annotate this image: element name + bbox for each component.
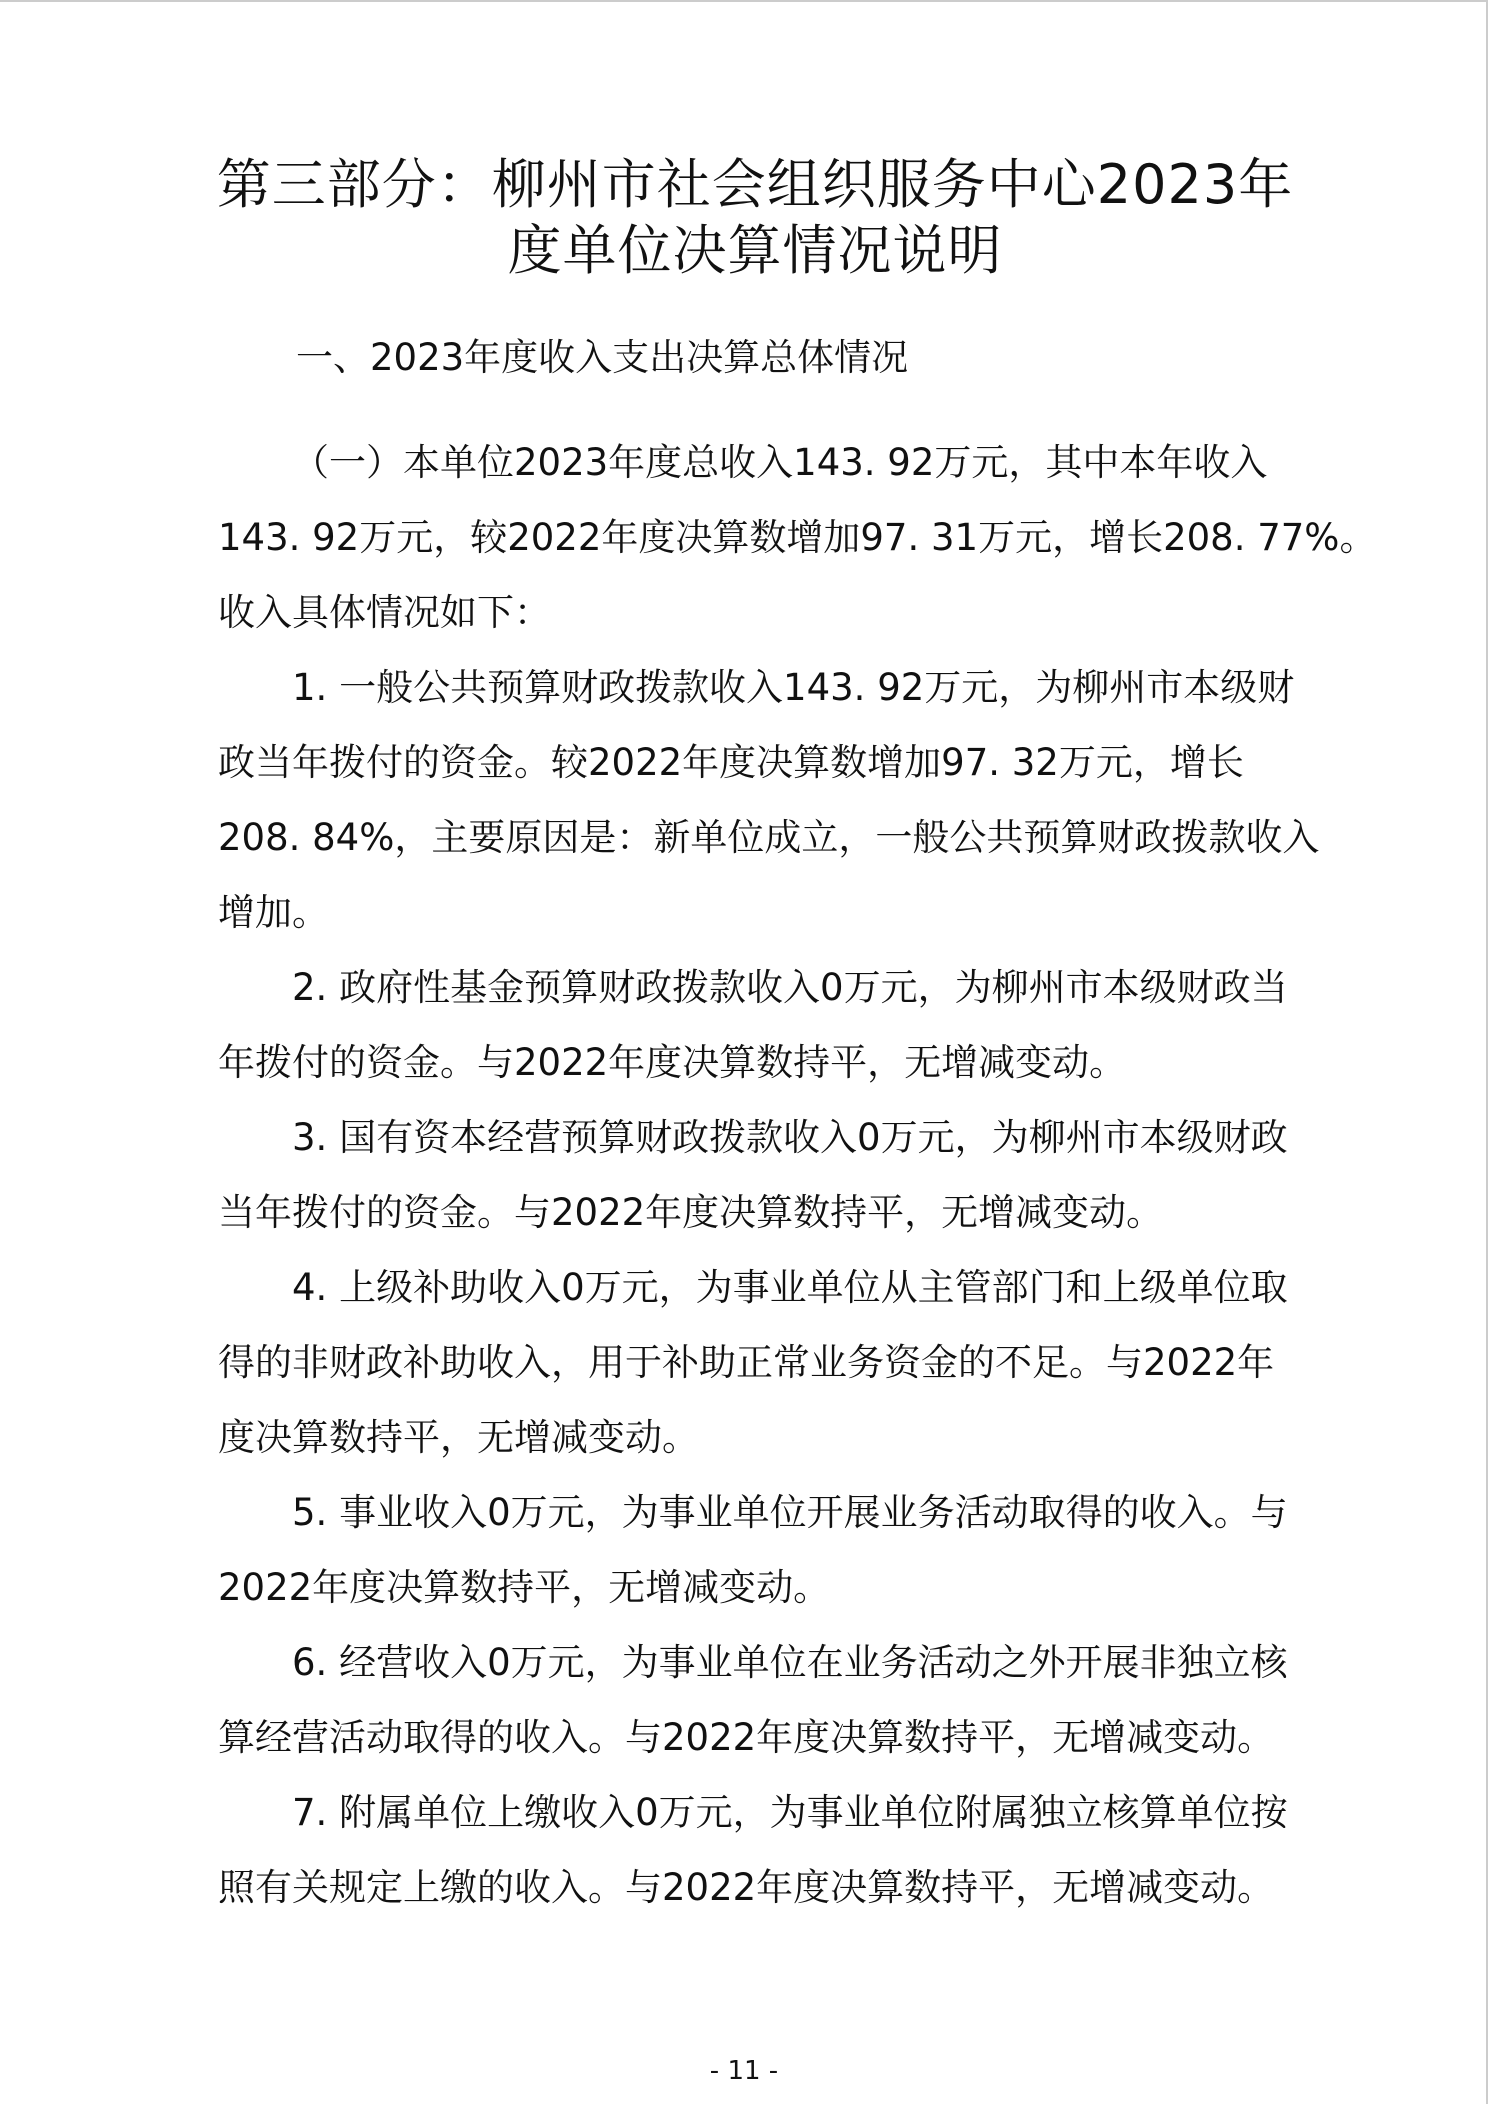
paragraph-line: 208. 84%，主要原因是：新单位成立，一般公共预算财政拨款收入 (218, 816, 1320, 859)
paragraph-line: 7. 附属单位上缴收入0万元，为事业单位附属独立核算单位按 (292, 1791, 1288, 1834)
paragraph-line: 3. 国有资本经营预算财政拨款收入0万元，为柳州市本级财政 (292, 1116, 1288, 1159)
paragraph-item-4 (218, 1250, 1288, 1475)
paragraph-item-2 (218, 950, 1288, 1100)
paragraph-line: 政当年拨付的资金。较2022年度决算数增加97. 32万元，增长 (218, 741, 1244, 784)
paragraph-item-3 (218, 1100, 1288, 1250)
paragraph-line: 143. 92万元，较2022年度决算数增加97. 31万元，增长208. 77%。 (218, 516, 1377, 559)
title-line-1: 第三部分：柳州市社会组织服务中心2023年 (216, 153, 1294, 216)
document-body (218, 320, 1377, 1925)
paragraph-item-7 (218, 1775, 1288, 1925)
paragraph-line: 5. 事业收入0万元，为事业单位开展业务活动取得的收入。与 (292, 1491, 1288, 1534)
paragraph-line: 照有关规定上缴的收入。与2022年度决算数持平，无增减变动。 (218, 1866, 1275, 1909)
paragraph-item-5 (218, 1475, 1288, 1625)
paragraph-line: 6. 经营收入0万元，为事业单位在业务活动之外开展非独立核 (292, 1641, 1288, 1684)
paragraph-line: 当年拨付的资金。与2022年度决算数持平，无增减变动。 (218, 1191, 1164, 1234)
paragraph-line: 增加。 (218, 891, 329, 934)
paragraph-line: 得的非财政补助收入，用于补助正常业务资金的不足。与2022年 (218, 1341, 1275, 1384)
paragraph-line: 年拨付的资金。与2022年度决算数持平，无增减变动。 (218, 1041, 1127, 1084)
paragraph-line: 2. 政府性基金预算财政拨款收入0万元，为柳州市本级财政当 (292, 966, 1288, 1009)
paragraph-line: 算经营活动取得的收入。与2022年度决算数持平，无增减变动。 (218, 1716, 1275, 1759)
paragraph-line: 收入具体情况如下： (218, 591, 551, 634)
paragraph-line: 度决算数持平，无增减变动。 (218, 1416, 699, 1459)
page-title (200, 152, 1310, 284)
paragraph-line: 1. 一般公共预算财政拨款收入143. 92万元，为柳州市本级财 (292, 666, 1295, 709)
paragraph-item-6 (218, 1625, 1288, 1775)
title-line-2: 度单位决算情况说明 (507, 219, 1003, 282)
paragraph-total-income (218, 425, 1377, 650)
paragraph-item-1 (218, 650, 1320, 950)
paragraph-line: 4. 上级补助收入0万元，为事业单位从主管部门和上级单位取 (292, 1266, 1288, 1309)
paragraph-line: 2022年度决算数持平，无增减变动。 (218, 1566, 831, 1609)
page-number: - 11 - (709, 2056, 779, 2086)
section-heading: 一、2023年度收入支出决算总体情况 (296, 336, 909, 379)
paragraph-line: （一）本单位2023年度总收入143. 92万元，其中本年收入 (292, 441, 1268, 484)
